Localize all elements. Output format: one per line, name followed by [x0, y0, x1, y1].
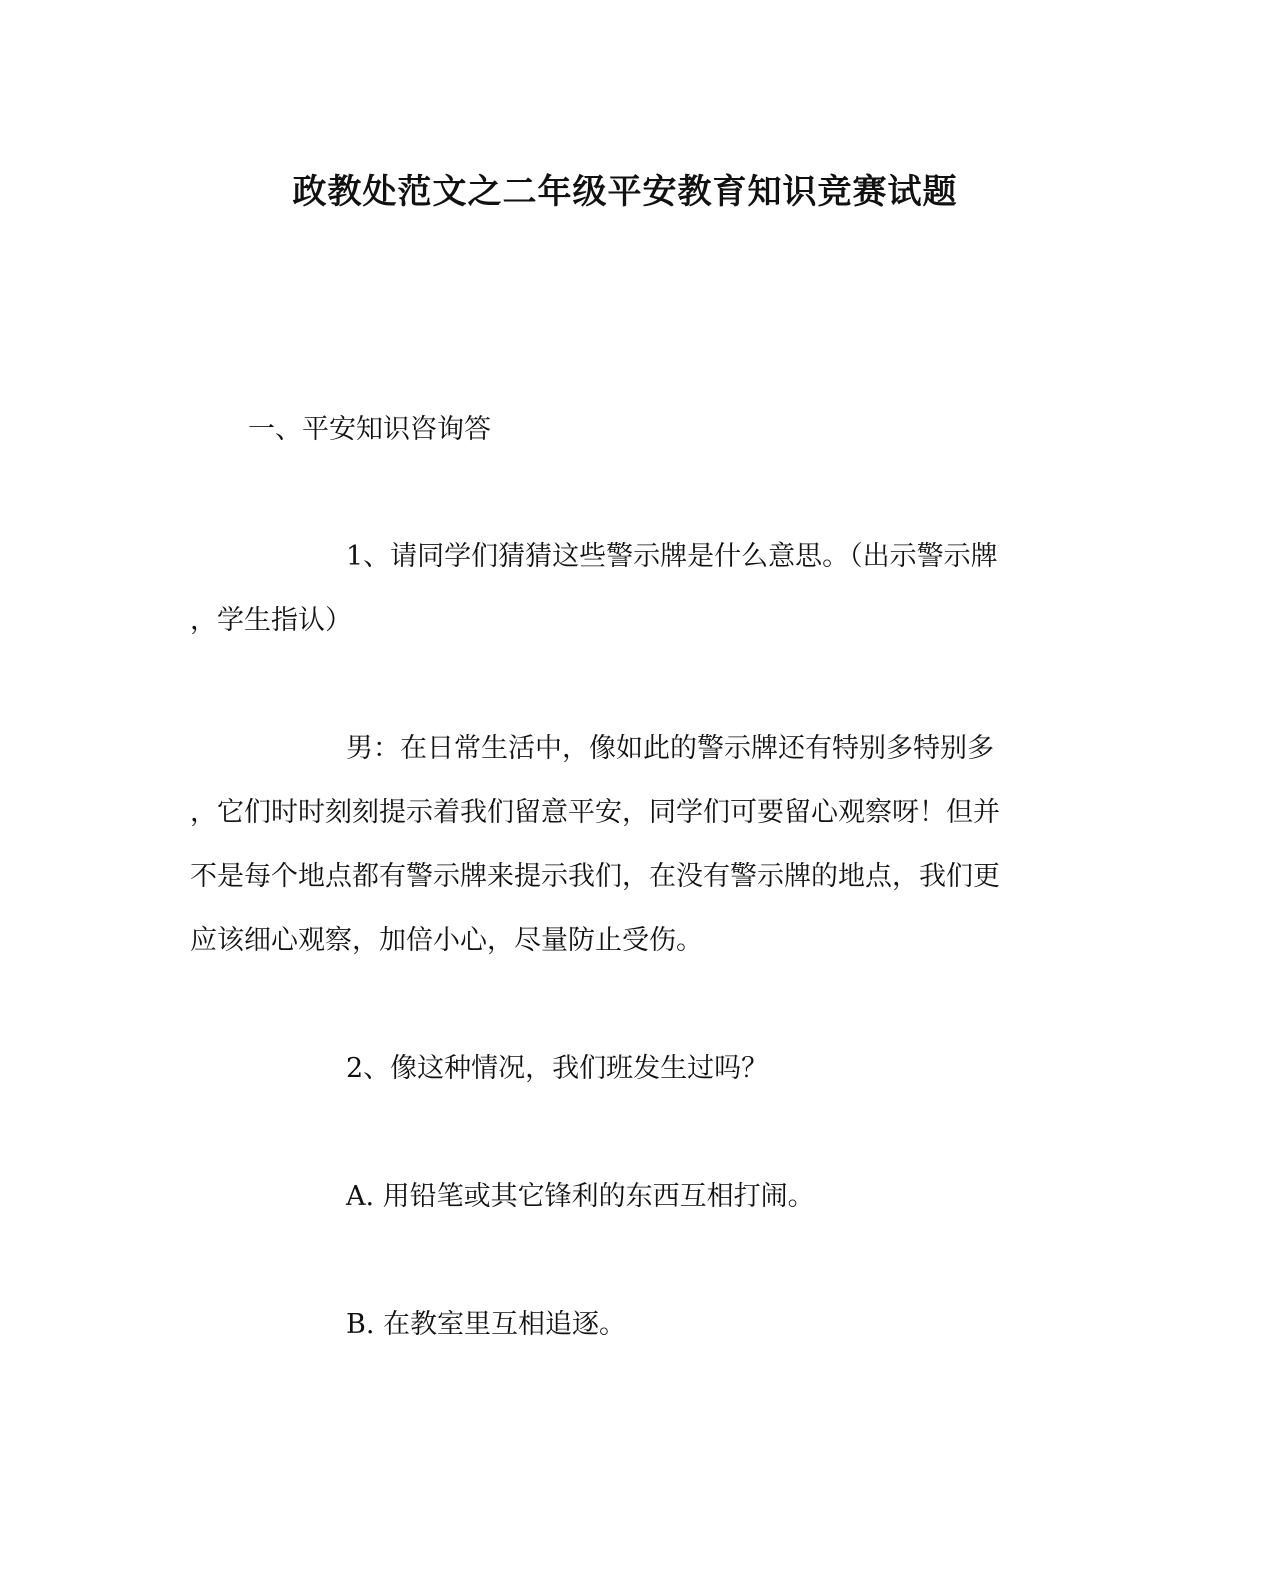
boy-paragraph-line-1: 男：在日常生活中，像如此的警示牌还有特别多特别多	[346, 733, 994, 764]
boy-paragraph-line-4: 应该细心观察，加倍小心，尽量防止受伤。	[190, 925, 703, 956]
option-a: A. 用铅笔或其它锋利的东西互相打闹。	[346, 1181, 815, 1212]
boy-paragraph-line-2: ，它们时时刻刻提示着我们留意平安，同学们可要留心观察呀！但并	[190, 797, 1000, 828]
document-title: 政教处范文之二年级平安教育知识竞赛试题	[292, 172, 958, 212]
option-b: B. 在教室里互相追逐。	[346, 1309, 627, 1340]
question-1-line-2: ，学生指认）	[190, 605, 352, 636]
section-heading: 一、平安知识咨询答	[248, 414, 491, 445]
question-2: 2、像这种情况，我们班发生过吗？	[346, 1053, 769, 1084]
question-1-line-1: 1、请同学们猜猜这些警示牌是什么意思。（出示警示牌	[346, 541, 998, 572]
boy-paragraph-line-3: 不是每个地点都有警示牌来提示我们，在没有警示牌的地点，我们更	[190, 861, 1000, 892]
